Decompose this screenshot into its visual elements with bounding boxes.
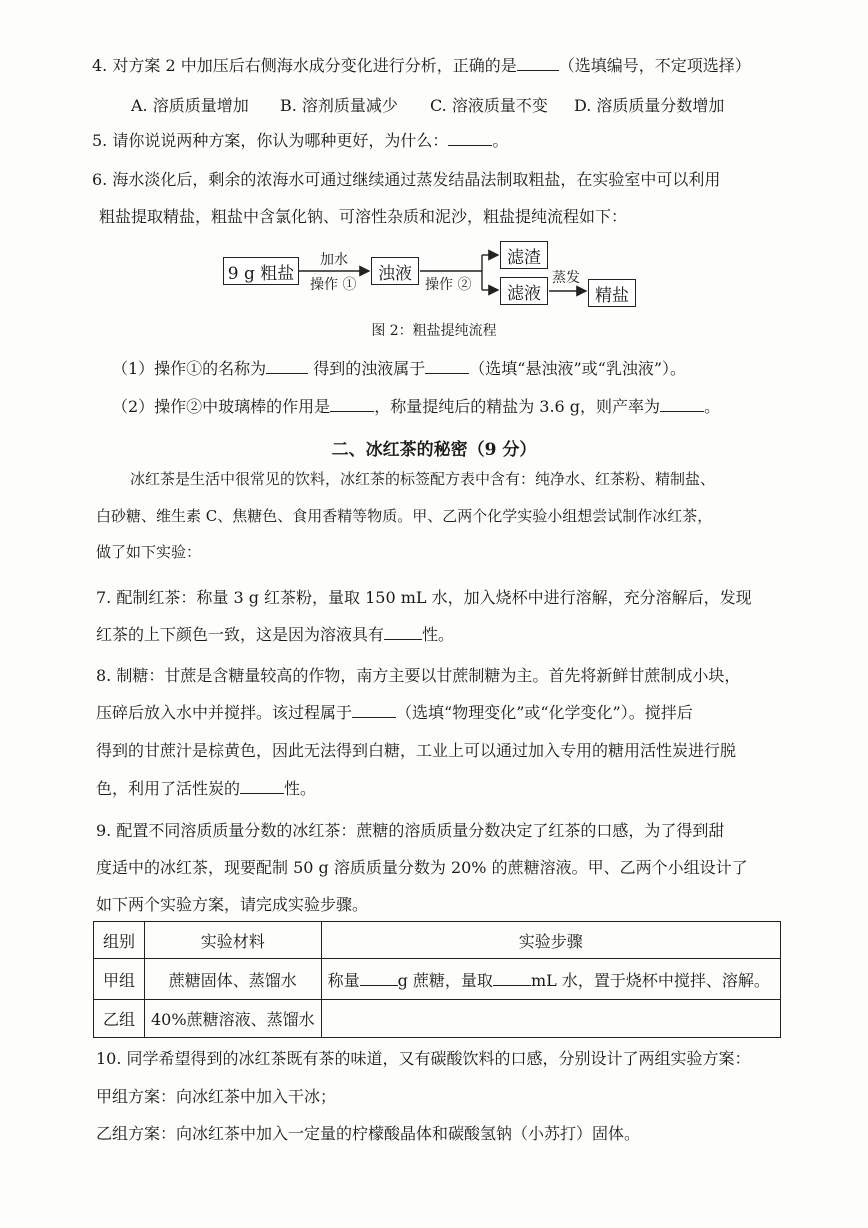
q6-sub2-a: （2）操作②中玻璃棒的作用是 [112, 397, 331, 416]
q9-line1: 9. 配置不同溶质质量分数的冰红茶：蔗糖的溶质质量分数决定了红茶的口感，为了得到甜 [96, 821, 725, 840]
q8-line4a: 色，利用了活性炭的 [96, 779, 241, 798]
row1-blank-mass[interactable] [360, 971, 398, 986]
q6-sub2-blank2[interactable] [660, 397, 704, 412]
row1-blank-volume[interactable] [493, 971, 531, 986]
q6-sub1-a: （1）操作①的名称为 [112, 359, 267, 378]
q7-blank[interactable] [384, 625, 422, 640]
q8-line4b: 性。 [284, 779, 317, 798]
section2-title: 二、冰红茶的秘密（9 分） [331, 440, 537, 460]
q6-sub1-b: 得到的浊液属于 [308, 359, 426, 378]
flow-box-turbid: 浊液 [371, 257, 419, 285]
section2-intro1: 冰红茶是生活中很常见的饮料，冰红茶的标签配方表中含有：纯净水、红茶粉、精制盐、 [130, 470, 716, 488]
q8-line4 [96, 779, 316, 799]
th-material: 实验材料 [145, 922, 322, 959]
flow-label-add-water: 加水 [320, 252, 348, 268]
flow-label-operation2: 操作 ② [425, 277, 472, 293]
q9-line3: 如下两个实验方案，请完成实验步骤。 [96, 895, 369, 914]
th-group: 组别 [94, 922, 145, 959]
flow-box-refined-salt: 精盐 [588, 279, 636, 307]
row2-steps[interactable] [321, 1000, 780, 1038]
q6-sub2 [112, 397, 720, 417]
flow-box-filtrate: 滤液 [500, 277, 548, 305]
q6-sub2-b: ，称量提纯后的精盐为 3.6 g，则产率为 [374, 397, 661, 416]
row2-group: 乙组 [94, 1000, 145, 1038]
q8-line2a: 压碎后放入水中并搅拌。该过程属于 [96, 703, 353, 722]
row1-step-a: 称量 [327, 970, 360, 990]
th-steps: 实验步骤 [321, 922, 780, 959]
table-row [94, 1000, 781, 1038]
q7-line1: 7. 配制红茶：称量 3 g 红茶粉，量取 150 mL 水，加入烧杯中进行溶解，充分溶解后，发现 [96, 588, 752, 607]
row1-group: 甲组 [94, 959, 145, 1000]
table-header-row [94, 922, 781, 959]
q8-line1: 8. 制糖：甘蔗是含糖量较高的作物，南方主要以甘蔗制糖为主。首先将新鲜甘蔗制成小块， [96, 666, 741, 685]
q6-sub1 [112, 359, 686, 379]
section2-intro3: 做了如下实验： [96, 543, 202, 561]
q8-line3: 得到的甘蔗汁是棕黄色，因此无法得到白糖，工业上可以通过加入专用的糖用活性炭进行脱 [96, 741, 737, 760]
q10-plan-a: 甲组方案：向冰红茶中加入干冰； [96, 1087, 337, 1106]
flow-arrows [0, 0, 868, 340]
q9-table [93, 921, 781, 1038]
q8-blank2[interactable] [240, 779, 284, 794]
q4-option-b: B. 溶剂质量减少 [280, 96, 398, 115]
q6-line1: 6. 海水淡化后，剩余的浓海水可通过继续通过蒸发结晶法制取粗盐，在实验室中可以利用 [92, 170, 721, 189]
section2-intro2: 白砂糖、维生素 C、焦糖色、食用香精等物质。甲、乙两个化学实验小组想尝试制作冰红茶， [96, 507, 713, 525]
q6-sub1-blank2[interactable] [425, 359, 469, 374]
row1-material: 蔗糖固体、蒸馏水 [145, 959, 322, 1000]
q8-blank1[interactable] [352, 703, 396, 718]
q6-sub1-blank1[interactable] [266, 359, 308, 374]
table-row [94, 959, 781, 1000]
q7-line2a: 红茶的上下颜色一致，这是因为溶液具有 [96, 625, 385, 644]
flow-label-operation1: 操作 ① [310, 277, 357, 293]
q4-option-c: C. 溶液质量不变 [430, 96, 548, 115]
q10-line1: 10. 同学希望得到的冰红茶既有茶的味道，又有碳酸饮料的口感，分别设计了两组实验方案： [96, 1049, 751, 1068]
q10-plan-b: 乙组方案：向冰红茶中加入一定量的柠檬酸晶体和碳酸氢钠（小苏打）固体。 [96, 1124, 641, 1143]
figure-caption: 图 2：粗盐提纯流程 [371, 323, 497, 339]
row1-step-c: mL 水，置于烧杯中搅拌、溶解。 [530, 970, 770, 990]
row1-step-b: g 蔗糖，量取 [397, 970, 493, 990]
row1-steps [321, 959, 780, 1000]
flow-box-crude-salt: 9 g 粗盐 [223, 257, 299, 285]
row2-material: 40%蔗糖溶液、蒸馏水 [145, 1000, 322, 1038]
q4-option-a: A. 溶质质量增加 [131, 96, 249, 115]
q5-end: 。 [492, 131, 509, 150]
flow-label-evaporate: 蒸发 [552, 270, 580, 286]
q5-text: 5. 请你说说两种方案，你认为哪种更好，为什么： [92, 131, 449, 150]
q4-stem: 4. 对方案 2 中加压后右侧海水成分变化进行分析，正确的是 [92, 56, 517, 75]
q6-sub1-c: （选填“悬浊液”或“乳浊液”）。 [469, 359, 687, 378]
q6-sub2-c: 。 [704, 397, 721, 416]
q6-line2: 粗盐提取精盐，粗盐中含氯化钠、可溶性杂质和泥沙，粗盐提纯流程如下： [99, 207, 628, 226]
q9-line2: 度适中的冰红茶，现要配制 50 g 溶质质量分数为 20% 的蔗糖溶液。甲、乙两个小组设计了 [96, 858, 748, 877]
q4-tail: （选填编号，不定项选择） [558, 56, 751, 75]
flow-box-residue: 滤渣 [500, 241, 548, 269]
q6-sub2-blank1[interactable] [330, 397, 374, 412]
q7-line2b: 性。 [422, 625, 455, 644]
q7-line2 [96, 625, 454, 645]
q4-option-d: D. 溶质质量分数增加 [574, 96, 725, 115]
q8-line2 [96, 703, 693, 723]
q8-line2b: （选填“物理变化”或“化学变化”）。搅拌后 [396, 703, 693, 722]
